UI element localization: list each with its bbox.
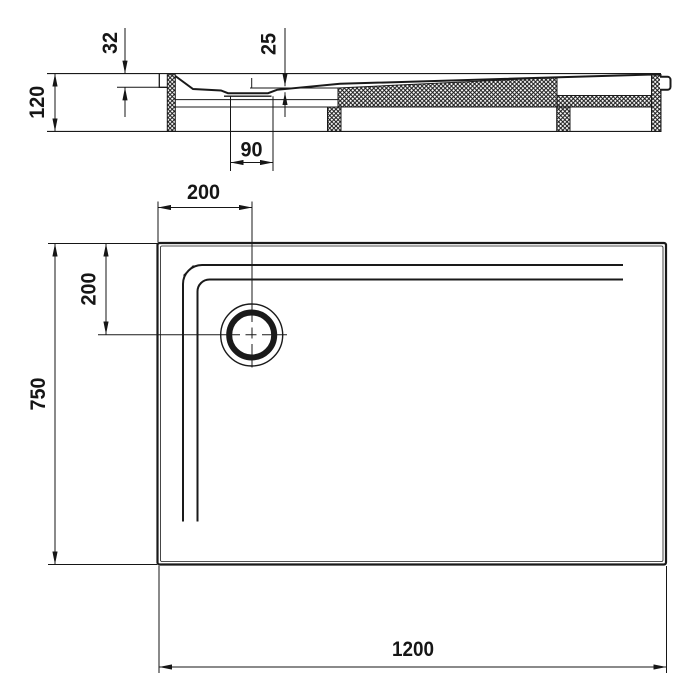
dim-200top-label: 200 xyxy=(187,180,220,204)
section-support-mid xyxy=(328,107,342,132)
dim-200left-label: 200 xyxy=(77,270,101,306)
dim-1200-label: 1200 xyxy=(392,638,434,661)
section-wedge-hatch xyxy=(338,77,557,107)
dim-120-label: 120 xyxy=(26,83,49,119)
section-view xyxy=(47,74,671,132)
dim-25-label: 25 xyxy=(257,31,281,55)
section-band-hatch xyxy=(557,96,652,108)
plan-outer-edge xyxy=(158,243,667,565)
section-right-tab xyxy=(660,77,671,90)
dim-750-label: 750 xyxy=(27,375,50,411)
section-support-right xyxy=(652,75,662,132)
dim-32-label: 32 xyxy=(99,30,122,54)
dim-90-label: 90 xyxy=(240,138,263,162)
section-left-lip xyxy=(159,74,167,87)
section-support-mid-right xyxy=(557,107,570,132)
plan-view xyxy=(98,202,666,565)
section-support-left xyxy=(167,75,175,132)
section-void-edges xyxy=(557,77,652,95)
